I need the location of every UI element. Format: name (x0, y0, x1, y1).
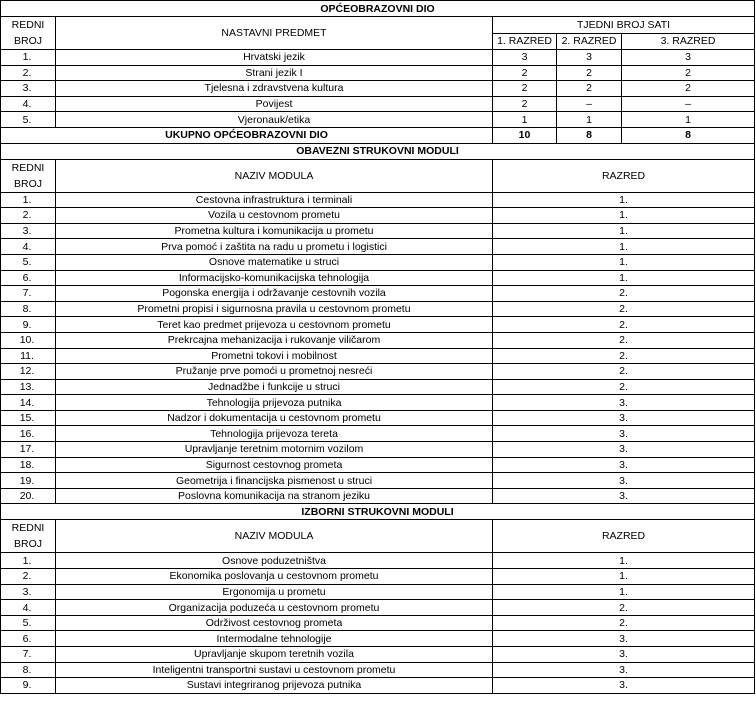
module-grade: 3. (493, 488, 755, 504)
table-row (1, 647, 755, 663)
module-name: Održivost cestovnog prometa (56, 615, 493, 631)
module-grade: 3. (493, 662, 755, 678)
row-number: 14. (1, 395, 56, 411)
module-name: Teret kao predmet prijevoza u cestovnom prometu (56, 317, 493, 333)
table-row (1, 379, 755, 395)
row-number: 6. (1, 270, 56, 286)
row-number: 11. (1, 348, 56, 364)
general-total-y3: 8 (622, 127, 755, 143)
row-number: 9. (1, 317, 56, 333)
row-number: 3. (1, 223, 56, 239)
row-number: 2. (1, 208, 56, 224)
module-name: Osnove matematike u struci (56, 254, 493, 270)
module-grade: 1. (493, 223, 755, 239)
table-row (1, 395, 755, 411)
row-number: 6. (1, 631, 56, 647)
module-grade: 3. (493, 647, 755, 663)
module-grade: 3. (493, 678, 755, 694)
row-number: 2. (1, 569, 56, 585)
table-row (1, 192, 755, 208)
col-number-line2: BROJ (13, 177, 42, 190)
table-row (1, 631, 755, 647)
row-number: 4. (1, 239, 56, 255)
module-grade: 3. (493, 473, 755, 489)
table-row (1, 457, 755, 473)
module-grade: 2. (493, 364, 755, 380)
mandatory-section (1, 143, 755, 192)
table-row (1, 615, 755, 631)
table-row (1, 553, 755, 569)
module-name: Cestovna infrastruktura i terminali (56, 192, 493, 208)
subject-name: Povijest (56, 96, 493, 112)
module-name: Prva pomoć i zaštita na radu u prometu i logistici (56, 239, 493, 255)
module-name: Nadzor i dokumentacija u cestovnom prometu (56, 410, 493, 426)
module-name: Tehnologija prijevoza tereta (56, 426, 493, 442)
row-number: 5. (1, 615, 56, 631)
module-grade: 1. (493, 584, 755, 600)
module-name: Upravljanje skupom teretnih vozila (56, 647, 493, 663)
general-section-title: OPĆEOBRAZOVNI DIO (1, 1, 755, 17)
table-row (1, 569, 755, 585)
module-name: Osnove poduzetništva (56, 553, 493, 569)
row-number: 13. (1, 379, 56, 395)
table-row (1, 65, 755, 81)
module-grade: 2. (493, 286, 755, 302)
row-number: 4. (1, 96, 56, 112)
module-grade: 3. (493, 426, 755, 442)
subject-name: Strani jezik I (56, 65, 493, 81)
module-name: Geometrija i financijska pismenost u struci (56, 473, 493, 489)
module-grade: 1. (493, 254, 755, 270)
module-name: Tehnologija prijevoza putnika (56, 395, 493, 411)
elective-col-name-header: NAZIV MODULA (56, 520, 493, 553)
module-name: Pružanje prve pomoći u prometnoj nesreći (56, 364, 493, 380)
table-row (1, 678, 755, 694)
hours-year-1: 2 (493, 96, 557, 112)
module-name: Upravljanje teretnim motornim vozilom (56, 442, 493, 458)
module-name: Prometna kultura i komunikacija u prometu (56, 223, 493, 239)
table-row (1, 473, 755, 489)
elective-section (1, 504, 755, 553)
hours-year-2: – (557, 96, 622, 112)
elective-col-number-header (1, 520, 56, 553)
table-row (1, 488, 755, 504)
elective-section-title: IZBORNI STRUKOVNI MODULI (1, 504, 755, 520)
table-row (1, 662, 755, 678)
hours-year-3: 2 (622, 65, 755, 81)
table-row (1, 600, 755, 616)
row-number: 8. (1, 301, 56, 317)
col-number-line1: REDNI (11, 161, 45, 174)
row-number: 7. (1, 647, 56, 663)
table-row (1, 112, 755, 128)
table-row (1, 584, 755, 600)
table-row (1, 50, 755, 66)
module-grade: 1. (493, 239, 755, 255)
general-total-label: UKUPNO OPĆEOBRAZOVNI DIO (1, 127, 493, 143)
hours-year-2: 3 (557, 50, 622, 66)
row-number: 16. (1, 426, 56, 442)
col-number-line1: REDNI (11, 522, 45, 535)
hours-year-1: 2 (493, 65, 557, 81)
module-grade: 3. (493, 631, 755, 647)
elective-rows (1, 553, 755, 693)
subject-name: Vjeronauk/etika (56, 112, 493, 128)
general-col-hours-header: TJEDNI BROJ SATI (493, 17, 755, 34)
module-name: Ekonomika poslovanja u cestovnom prometu (56, 569, 493, 585)
table-row (1, 208, 755, 224)
hours-year-2: 1 (557, 112, 622, 128)
row-number: 18. (1, 457, 56, 473)
module-name: Prometni propisi i sigurnosna pravila u cestovnom prometu (56, 301, 493, 317)
module-grade: 1. (493, 192, 755, 208)
module-name: Jednadžbe i funkcije u struci (56, 379, 493, 395)
hours-year-3: – (622, 96, 755, 112)
module-grade: 3. (493, 457, 755, 473)
row-number: 20. (1, 488, 56, 504)
module-grade: 2. (493, 348, 755, 364)
mandatory-col-grade-header: RAZRED (493, 159, 755, 192)
row-number: 1. (1, 192, 56, 208)
subject-name: Tjelesna i zdravstvena kultura (56, 81, 493, 97)
year-2-header: 2. RAZRED (557, 33, 622, 50)
module-name: Prekrcajna mehanizacija i rukovanje viličarom (56, 332, 493, 348)
hours-year-1: 1 (493, 112, 557, 128)
module-grade: 1. (493, 208, 755, 224)
general-total-row (1, 127, 755, 143)
row-number: 2. (1, 65, 56, 81)
mandatory-rows (1, 192, 755, 504)
module-grade: 2. (493, 317, 755, 333)
row-number: 9. (1, 678, 56, 694)
module-grade: 2. (493, 615, 755, 631)
subject-name: Hrvatski jezik (56, 50, 493, 66)
module-grade: 1. (493, 270, 755, 286)
hours-year-1: 3 (493, 50, 557, 66)
row-number: 3. (1, 584, 56, 600)
module-name: Prometni tokovi i mobilnost (56, 348, 493, 364)
col-number-line2: BROJ (13, 35, 42, 47)
module-grade: 3. (493, 395, 755, 411)
row-number: 19. (1, 473, 56, 489)
hours-year-1: 2 (493, 81, 557, 97)
table-row (1, 81, 755, 97)
hours-year-3: 3 (622, 50, 755, 66)
module-name: Organizacija poduzeća u cestovnom prometu (56, 600, 493, 616)
general-col-number-header (1, 17, 56, 50)
hours-year-2: 2 (557, 81, 622, 97)
mandatory-col-name-header: NAZIV MODULA (56, 159, 493, 192)
row-number: 7. (1, 286, 56, 302)
row-number: 8. (1, 662, 56, 678)
table-row (1, 332, 755, 348)
general-total-y2: 8 (557, 127, 622, 143)
table-row (1, 223, 755, 239)
module-grade: 1. (493, 569, 755, 585)
table-row (1, 270, 755, 286)
hours-year-3: 1 (622, 112, 755, 128)
general-rows (1, 50, 755, 128)
module-name: Poslovna komunikacija na stranom jeziku (56, 488, 493, 504)
row-number: 3. (1, 81, 56, 97)
table-row (1, 442, 755, 458)
row-number: 5. (1, 112, 56, 128)
row-number: 1. (1, 50, 56, 66)
table-row (1, 286, 755, 302)
module-grade: 2. (493, 332, 755, 348)
module-grade: 3. (493, 410, 755, 426)
module-name: Ergonomija u prometu (56, 584, 493, 600)
row-number: 12. (1, 364, 56, 380)
table-row (1, 426, 755, 442)
table-row (1, 348, 755, 364)
module-name: Sigurnost cestovnog prometa (56, 457, 493, 473)
elective-col-grade-header: RAZRED (493, 520, 755, 553)
hours-year-2: 2 (557, 65, 622, 81)
general-total-y1: 10 (493, 127, 557, 143)
table-row (1, 96, 755, 112)
general-col-subject-header: NASTAVNI PREDMET (56, 17, 493, 50)
col-number-line2: BROJ (13, 538, 42, 551)
table-row (1, 410, 755, 426)
mandatory-section-title: OBAVEZNI STRUKOVNI MODULI (1, 143, 755, 159)
row-number: 1. (1, 553, 56, 569)
module-name: Sustavi integriranog prijevoza putnika (56, 678, 493, 694)
year-3-header: 3. RAZRED (622, 33, 755, 50)
year-1-header: 1. RAZRED (493, 33, 557, 50)
module-grade: 2. (493, 379, 755, 395)
hours-year-3: 2 (622, 81, 755, 97)
module-name: Intermodalne tehnologije (56, 631, 493, 647)
table-row (1, 254, 755, 270)
row-number: 4. (1, 600, 56, 616)
module-name: Pogonska energija i održavanje cestovnih vozila (56, 286, 493, 302)
module-grade: 2. (493, 301, 755, 317)
module-name: Inteligentni transportni sustavi u cestovnom prometu (56, 662, 493, 678)
module-grade: 3. (493, 442, 755, 458)
row-number: 5. (1, 254, 56, 270)
table-row (1, 317, 755, 333)
module-grade: 1. (493, 553, 755, 569)
table-row (1, 364, 755, 380)
module-name: Informacijsko-komunikacijska tehnologija (56, 270, 493, 286)
general-section (1, 1, 755, 50)
col-number-line1: REDNI (11, 19, 45, 31)
table-row (1, 301, 755, 317)
module-name: Vozila u cestovnom prometu (56, 208, 493, 224)
table-row (1, 239, 755, 255)
mandatory-col-number-header (1, 159, 56, 192)
row-number: 17. (1, 442, 56, 458)
row-number: 15. (1, 410, 56, 426)
row-number: 10. (1, 332, 56, 348)
module-grade: 2. (493, 600, 755, 616)
